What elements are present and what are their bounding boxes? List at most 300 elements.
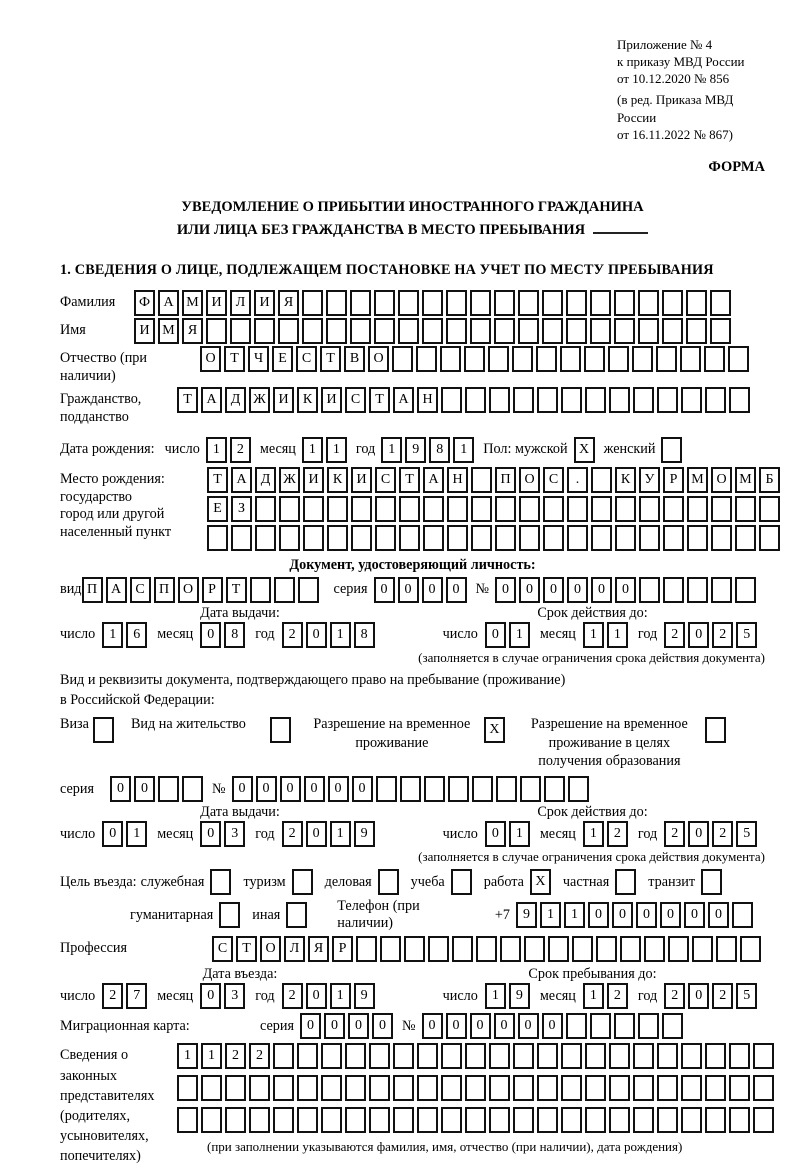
char-cell[interactable]: 1 — [381, 437, 402, 463]
char-cell[interactable] — [279, 496, 300, 522]
char-cell[interactable]: Я — [308, 936, 329, 962]
char-cell[interactable] — [448, 776, 469, 802]
char-cell[interactable] — [210, 869, 231, 895]
char-cell[interactable]: 0 — [348, 1013, 369, 1039]
char-cell[interactable]: 0 — [300, 1013, 321, 1039]
char-cell[interactable] — [177, 1107, 198, 1133]
char-cell[interactable]: Е — [272, 346, 293, 372]
char-cell[interactable]: О — [519, 467, 540, 493]
char-cell[interactable]: 0 — [306, 983, 327, 1009]
char-cell[interactable] — [537, 387, 558, 413]
char-cell[interactable] — [369, 1075, 390, 1101]
char-cell[interactable] — [326, 290, 347, 316]
char-cell[interactable] — [687, 525, 708, 551]
char-cell[interactable]: 3 — [224, 983, 245, 1009]
char-cell[interactable] — [663, 525, 684, 551]
char-cell[interactable] — [327, 525, 348, 551]
char-cell[interactable] — [378, 869, 399, 895]
char-cell[interactable]: 0 — [591, 577, 612, 603]
char-cell[interactable] — [639, 525, 660, 551]
char-cell[interactable] — [686, 318, 707, 344]
char-cell[interactable] — [536, 346, 557, 372]
char-cell[interactable]: 0 — [470, 1013, 491, 1039]
char-cell[interactable]: 0 — [708, 902, 729, 928]
char-cell[interactable] — [207, 525, 228, 551]
char-cell[interactable]: 9 — [509, 983, 530, 1009]
char-cell[interactable] — [662, 1013, 683, 1039]
char-cell[interactable] — [591, 525, 612, 551]
char-cell[interactable] — [465, 1107, 486, 1133]
char-cell[interactable]: 2 — [607, 983, 628, 1009]
char-cell[interactable] — [351, 525, 372, 551]
char-cell[interactable] — [158, 776, 179, 802]
char-cell[interactable] — [345, 1075, 366, 1101]
char-cell[interactable] — [375, 496, 396, 522]
char-cell[interactable] — [489, 1075, 510, 1101]
char-cell[interactable]: X — [574, 437, 595, 463]
char-cell[interactable] — [494, 318, 515, 344]
char-cell[interactable] — [591, 467, 612, 493]
char-cell[interactable]: 0 — [200, 622, 221, 648]
char-cell[interactable] — [518, 290, 539, 316]
char-cell[interactable] — [231, 525, 252, 551]
char-cell[interactable] — [393, 1107, 414, 1133]
char-cell[interactable]: 5 — [736, 821, 757, 847]
char-cell[interactable]: Т — [207, 467, 228, 493]
char-cell[interactable]: 0 — [372, 1013, 393, 1039]
char-cell[interactable]: И — [303, 467, 324, 493]
char-cell[interactable]: 2 — [712, 821, 733, 847]
char-cell[interactable] — [692, 936, 713, 962]
char-cell[interactable] — [657, 1043, 678, 1069]
char-cell[interactable] — [513, 387, 534, 413]
char-cell[interactable] — [500, 936, 521, 962]
char-cell[interactable] — [543, 496, 564, 522]
char-cell[interactable]: 1 — [206, 437, 227, 463]
char-cell[interactable]: Л — [284, 936, 305, 962]
char-cell[interactable]: С — [375, 467, 396, 493]
char-cell[interactable] — [585, 1075, 606, 1101]
char-cell[interactable]: Т — [320, 346, 341, 372]
char-cell[interactable] — [537, 1107, 558, 1133]
char-cell[interactable]: Ж — [249, 387, 270, 413]
char-cell[interactable] — [417, 1107, 438, 1133]
char-cell[interactable] — [350, 318, 371, 344]
char-cell[interactable]: Е — [207, 496, 228, 522]
char-cell[interactable] — [701, 869, 722, 895]
char-cell[interactable] — [297, 1075, 318, 1101]
char-cell[interactable] — [661, 437, 682, 463]
char-cell[interactable] — [206, 318, 227, 344]
char-cell[interactable]: 8 — [354, 622, 375, 648]
char-cell[interactable] — [494, 290, 515, 316]
char-cell[interactable]: Р — [663, 467, 684, 493]
char-cell[interactable] — [440, 346, 461, 372]
char-cell[interactable] — [520, 776, 541, 802]
char-cell[interactable] — [585, 387, 606, 413]
char-cell[interactable] — [302, 318, 323, 344]
char-cell[interactable] — [524, 936, 545, 962]
char-cell[interactable]: М — [735, 467, 756, 493]
char-cell[interactable] — [375, 525, 396, 551]
char-cell[interactable] — [398, 318, 419, 344]
char-cell[interactable]: 9 — [516, 902, 537, 928]
char-cell[interactable]: 0 — [660, 902, 681, 928]
char-cell[interactable] — [729, 1043, 750, 1069]
char-cell[interactable] — [591, 496, 612, 522]
char-cell[interactable] — [470, 318, 491, 344]
char-cell[interactable]: П — [154, 577, 175, 603]
char-cell[interactable] — [393, 1075, 414, 1101]
char-cell[interactable]: 1 — [485, 983, 506, 1009]
char-cell[interactable]: 1 — [564, 902, 585, 928]
char-cell[interactable] — [441, 1075, 462, 1101]
char-cell[interactable]: О — [368, 346, 389, 372]
char-cell[interactable]: И — [273, 387, 294, 413]
char-cell[interactable] — [225, 1107, 246, 1133]
char-cell[interactable] — [225, 1075, 246, 1101]
char-cell[interactable] — [705, 1043, 726, 1069]
char-cell[interactable] — [561, 1043, 582, 1069]
char-cell[interactable]: М — [182, 290, 203, 316]
char-cell[interactable] — [422, 318, 443, 344]
char-cell[interactable]: 9 — [354, 821, 375, 847]
char-cell[interactable] — [567, 496, 588, 522]
char-cell[interactable] — [542, 290, 563, 316]
char-cell[interactable] — [201, 1107, 222, 1133]
char-cell[interactable]: 0 — [422, 577, 443, 603]
char-cell[interactable] — [632, 346, 653, 372]
char-cell[interactable] — [369, 1107, 390, 1133]
char-cell[interactable] — [548, 936, 569, 962]
char-cell[interactable] — [201, 1075, 222, 1101]
char-cell[interactable] — [345, 1043, 366, 1069]
char-cell[interactable]: 0 — [306, 821, 327, 847]
char-cell[interactable]: 1 — [583, 622, 604, 648]
char-cell[interactable] — [446, 318, 467, 344]
char-cell[interactable]: 8 — [224, 622, 245, 648]
char-cell[interactable]: 1 — [330, 821, 351, 847]
char-cell[interactable] — [321, 1107, 342, 1133]
char-cell[interactable]: 1 — [509, 821, 530, 847]
char-cell[interactable] — [662, 318, 683, 344]
char-cell[interactable]: 2 — [664, 821, 685, 847]
char-cell[interactable] — [705, 1075, 726, 1101]
char-cell[interactable] — [615, 869, 636, 895]
char-cell[interactable]: Т — [177, 387, 198, 413]
char-cell[interactable]: Т — [236, 936, 257, 962]
char-cell[interactable]: 0 — [542, 1013, 563, 1039]
char-cell[interactable]: 1 — [453, 437, 474, 463]
char-cell[interactable] — [705, 717, 726, 743]
char-cell[interactable]: Р — [332, 936, 353, 962]
char-cell[interactable] — [254, 318, 275, 344]
char-cell[interactable] — [728, 346, 749, 372]
char-cell[interactable]: Ч — [248, 346, 269, 372]
char-cell[interactable] — [657, 1075, 678, 1101]
char-cell[interactable]: Я — [182, 318, 203, 344]
char-cell[interactable]: Н — [447, 467, 468, 493]
char-cell[interactable] — [424, 776, 445, 802]
char-cell[interactable] — [476, 936, 497, 962]
char-cell[interactable] — [759, 525, 780, 551]
char-cell[interactable]: 2 — [664, 983, 685, 1009]
char-cell[interactable] — [759, 496, 780, 522]
char-cell[interactable]: 1 — [330, 983, 351, 1009]
char-cell[interactable] — [753, 1107, 774, 1133]
char-cell[interactable] — [398, 290, 419, 316]
char-cell[interactable]: 0 — [636, 902, 657, 928]
char-cell[interactable]: 7 — [126, 983, 147, 1009]
char-cell[interactable]: К — [615, 467, 636, 493]
char-cell[interactable]: 0 — [485, 821, 506, 847]
char-cell[interactable]: О — [178, 577, 199, 603]
char-cell[interactable] — [633, 387, 654, 413]
char-cell[interactable] — [663, 496, 684, 522]
char-cell[interactable] — [729, 1107, 750, 1133]
char-cell[interactable] — [596, 936, 617, 962]
char-cell[interactable] — [561, 1107, 582, 1133]
char-cell[interactable] — [279, 525, 300, 551]
char-cell[interactable] — [687, 577, 708, 603]
char-cell[interactable] — [609, 1107, 630, 1133]
char-cell[interactable]: З — [231, 496, 252, 522]
char-cell[interactable] — [608, 346, 629, 372]
char-cell[interactable]: 2 — [230, 437, 251, 463]
char-cell[interactable] — [705, 1107, 726, 1133]
char-cell[interactable]: 0 — [200, 983, 221, 1009]
char-cell[interactable] — [400, 776, 421, 802]
char-cell[interactable] — [590, 318, 611, 344]
char-cell[interactable] — [681, 1075, 702, 1101]
char-cell[interactable]: И — [254, 290, 275, 316]
char-cell[interactable]: 1 — [583, 983, 604, 1009]
char-cell[interactable] — [609, 1075, 630, 1101]
char-cell[interactable] — [303, 525, 324, 551]
char-cell[interactable]: 0 — [684, 902, 705, 928]
char-cell[interactable] — [423, 525, 444, 551]
char-cell[interactable] — [292, 869, 313, 895]
char-cell[interactable]: 8 — [429, 437, 450, 463]
char-cell[interactable]: А — [231, 467, 252, 493]
char-cell[interactable]: Ж — [279, 467, 300, 493]
char-cell[interactable] — [657, 387, 678, 413]
char-cell[interactable]: 0 — [567, 577, 588, 603]
char-cell[interactable] — [376, 776, 397, 802]
char-cell[interactable] — [513, 1107, 534, 1133]
char-cell[interactable]: 0 — [398, 577, 419, 603]
char-cell[interactable] — [423, 496, 444, 522]
char-cell[interactable]: 0 — [615, 577, 636, 603]
char-cell[interactable] — [374, 290, 395, 316]
char-cell[interactable]: 1 — [330, 622, 351, 648]
char-cell[interactable]: 1 — [126, 821, 147, 847]
char-cell[interactable]: 2 — [102, 983, 123, 1009]
char-cell[interactable]: 9 — [405, 437, 426, 463]
char-cell[interactable] — [537, 1043, 558, 1069]
char-cell[interactable] — [465, 387, 486, 413]
char-cell[interactable] — [489, 1107, 510, 1133]
char-cell[interactable] — [416, 346, 437, 372]
char-cell[interactable] — [422, 290, 443, 316]
char-cell[interactable] — [345, 1107, 366, 1133]
char-cell[interactable]: 0 — [588, 902, 609, 928]
char-cell[interactable] — [681, 1043, 702, 1069]
char-cell[interactable] — [495, 525, 516, 551]
char-cell[interactable]: А — [201, 387, 222, 413]
char-cell[interactable]: Т — [226, 577, 247, 603]
char-cell[interactable] — [273, 1075, 294, 1101]
char-cell[interactable] — [584, 346, 605, 372]
char-cell[interactable]: 0 — [495, 577, 516, 603]
char-cell[interactable] — [639, 577, 660, 603]
char-cell[interactable] — [542, 318, 563, 344]
char-cell[interactable]: 2 — [249, 1043, 270, 1069]
char-cell[interactable]: 1 — [201, 1043, 222, 1069]
char-cell[interactable] — [302, 290, 323, 316]
char-cell[interactable]: . — [567, 467, 588, 493]
char-cell[interactable]: С — [543, 467, 564, 493]
char-cell[interactable]: Т — [369, 387, 390, 413]
char-cell[interactable] — [451, 869, 472, 895]
char-cell[interactable] — [399, 525, 420, 551]
char-cell[interactable] — [177, 1075, 198, 1101]
char-cell[interactable]: М — [687, 467, 708, 493]
char-cell[interactable]: 0 — [518, 1013, 539, 1039]
char-cell[interactable] — [417, 1043, 438, 1069]
char-cell[interactable]: 5 — [736, 983, 757, 1009]
char-cell[interactable] — [656, 346, 677, 372]
char-cell[interactable] — [662, 290, 683, 316]
char-cell[interactable]: О — [711, 467, 732, 493]
char-cell[interactable] — [609, 1043, 630, 1069]
char-cell[interactable] — [399, 496, 420, 522]
char-cell[interactable] — [687, 496, 708, 522]
char-cell[interactable]: 0 — [374, 577, 395, 603]
char-cell[interactable]: Б — [759, 467, 780, 493]
char-cell[interactable] — [495, 496, 516, 522]
char-cell[interactable]: К — [327, 467, 348, 493]
char-cell[interactable]: 2 — [664, 622, 685, 648]
char-cell[interactable]: 0 — [324, 1013, 345, 1039]
char-cell[interactable]: 0 — [485, 622, 506, 648]
char-cell[interactable] — [321, 1043, 342, 1069]
char-cell[interactable] — [686, 290, 707, 316]
char-cell[interactable] — [615, 496, 636, 522]
char-cell[interactable] — [230, 318, 251, 344]
char-cell[interactable]: 0 — [306, 622, 327, 648]
char-cell[interactable] — [489, 1043, 510, 1069]
char-cell[interactable] — [321, 1075, 342, 1101]
char-cell[interactable]: 3 — [224, 821, 245, 847]
char-cell[interactable] — [633, 1075, 654, 1101]
char-cell[interactable]: В — [344, 346, 365, 372]
char-cell[interactable]: 5 — [736, 622, 757, 648]
char-cell[interactable] — [657, 1107, 678, 1133]
char-cell[interactable]: К — [297, 387, 318, 413]
char-cell[interactable] — [566, 1013, 587, 1039]
char-cell[interactable]: С — [130, 577, 151, 603]
char-cell[interactable]: 0 — [328, 776, 349, 802]
char-cell[interactable]: Я — [278, 290, 299, 316]
char-cell[interactable]: 2 — [712, 983, 733, 1009]
char-cell[interactable] — [270, 717, 291, 743]
char-cell[interactable] — [249, 1075, 270, 1101]
char-cell[interactable]: 1 — [583, 821, 604, 847]
char-cell[interactable]: 1 — [326, 437, 347, 463]
char-cell[interactable] — [567, 525, 588, 551]
char-cell[interactable] — [561, 387, 582, 413]
char-cell[interactable]: Т — [399, 467, 420, 493]
char-cell[interactable] — [566, 290, 587, 316]
char-cell[interactable] — [452, 936, 473, 962]
char-cell[interactable] — [735, 577, 756, 603]
char-cell[interactable]: О — [260, 936, 281, 962]
char-cell[interactable] — [710, 318, 731, 344]
char-cell[interactable]: Т — [224, 346, 245, 372]
char-cell[interactable] — [428, 936, 449, 962]
char-cell[interactable] — [585, 1043, 606, 1069]
char-cell[interactable] — [544, 776, 565, 802]
char-cell[interactable] — [633, 1043, 654, 1069]
char-cell[interactable] — [614, 290, 635, 316]
char-cell[interactable] — [255, 525, 276, 551]
char-cell[interactable]: 0 — [102, 821, 123, 847]
char-cell[interactable] — [561, 1075, 582, 1101]
char-cell[interactable]: 0 — [232, 776, 253, 802]
char-cell[interactable] — [471, 496, 492, 522]
char-cell[interactable]: 2 — [282, 622, 303, 648]
char-cell[interactable]: 0 — [200, 821, 221, 847]
char-cell[interactable]: Л — [230, 290, 251, 316]
char-cell[interactable] — [417, 1075, 438, 1101]
char-cell[interactable]: П — [495, 467, 516, 493]
char-cell[interactable] — [404, 936, 425, 962]
char-cell[interactable] — [735, 525, 756, 551]
char-cell[interactable]: 0 — [543, 577, 564, 603]
char-cell[interactable] — [513, 1043, 534, 1069]
char-cell[interactable]: И — [351, 467, 372, 493]
char-cell[interactable] — [609, 387, 630, 413]
char-cell[interactable] — [496, 776, 517, 802]
char-cell[interactable] — [350, 290, 371, 316]
char-cell[interactable] — [374, 318, 395, 344]
char-cell[interactable]: 0 — [519, 577, 540, 603]
char-cell[interactable] — [297, 1107, 318, 1133]
char-cell[interactable] — [250, 577, 271, 603]
char-cell[interactable] — [327, 496, 348, 522]
char-cell[interactable] — [681, 1107, 702, 1133]
char-cell[interactable] — [705, 387, 726, 413]
char-cell[interactable] — [273, 1107, 294, 1133]
char-cell[interactable] — [470, 290, 491, 316]
char-cell[interactable] — [249, 1107, 270, 1133]
char-cell[interactable]: 1 — [177, 1043, 198, 1069]
char-cell[interactable]: Д — [255, 467, 276, 493]
char-cell[interactable] — [518, 318, 539, 344]
char-cell[interactable]: 1 — [509, 622, 530, 648]
char-cell[interactable] — [182, 776, 203, 802]
char-cell[interactable] — [513, 1075, 534, 1101]
char-cell[interactable]: 0 — [352, 776, 373, 802]
char-cell[interactable] — [465, 1043, 486, 1069]
char-cell[interactable]: 0 — [110, 776, 131, 802]
char-cell[interactable] — [278, 318, 299, 344]
char-cell[interactable] — [633, 1107, 654, 1133]
char-cell[interactable] — [356, 936, 377, 962]
char-cell[interactable] — [711, 577, 732, 603]
char-cell[interactable] — [471, 525, 492, 551]
